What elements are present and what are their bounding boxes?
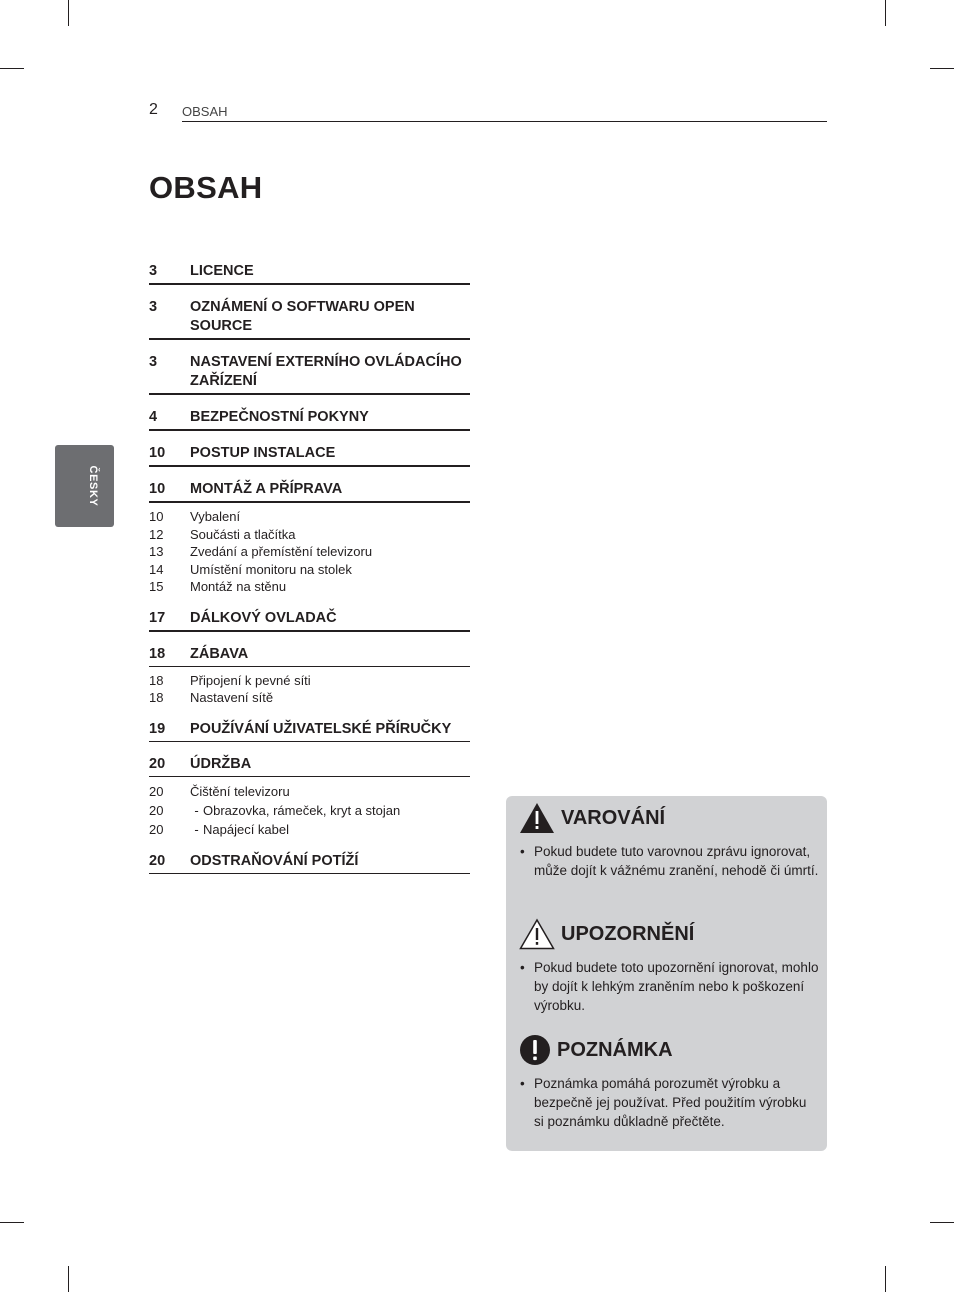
toc-section-heading[interactable] <box>149 852 470 874</box>
header-rule <box>182 121 827 122</box>
crop-mark <box>68 0 69 26</box>
bullet: • <box>520 844 525 859</box>
toc-section-heading[interactable] <box>149 609 470 632</box>
table-of-contents <box>149 262 470 887</box>
toc-subsection[interactable] <box>149 801 470 820</box>
page-title: OBSAH <box>149 170 263 205</box>
toc-section-title: ODSTRAŇOVÁNÍ POTÍŽÍ <box>190 852 359 869</box>
toc-page-number: 18 <box>149 645 166 662</box>
toc-section-title: ZÁBAVA <box>190 645 249 662</box>
toc-subsection-page: 12 <box>149 526 164 542</box>
toc-page-number: 3 <box>149 263 158 279</box>
toc-section-title: ÚDRŽBA <box>190 755 252 772</box>
bullet: • <box>520 960 525 975</box>
crop-mark <box>68 1266 69 1292</box>
crop-mark <box>885 1266 886 1292</box>
toc-subsection-page: 20 <box>149 821 164 837</box>
toc-section <box>149 444 470 467</box>
toc-subsection-page: 14 <box>149 561 164 577</box>
toc-subsection-dash: - <box>194 821 199 837</box>
note-block <box>519 1032 819 1131</box>
toc-section-title: OZNÁMENÍ O SOFTWARU OPEN SOURCE <box>190 299 415 334</box>
toc-section <box>149 408 470 431</box>
toc-subsection[interactable] <box>149 578 470 596</box>
toc-section <box>149 262 470 285</box>
toc-page-number: 17 <box>149 609 166 626</box>
crop-mark <box>885 0 886 26</box>
toc-section <box>149 755 470 839</box>
toc-subsection-list <box>149 667 470 707</box>
toc-page-number: 10 <box>149 445 166 461</box>
crop-mark <box>930 1222 954 1223</box>
toc-section <box>149 609 470 632</box>
language-tab-label: ČESKY <box>87 465 99 507</box>
crop-mark <box>0 68 24 69</box>
toc-section-title: NASTAVENÍ EXTERNÍHO OVLÁDACÍHO ZAŘÍZENÍ <box>190 354 462 389</box>
toc-subsection[interactable] <box>149 672 470 690</box>
crop-mark <box>0 1222 24 1223</box>
toc-subsection[interactable] <box>149 561 470 579</box>
toc-subsection-page: 15 <box>149 579 164 594</box>
toc-section-heading[interactable] <box>149 755 470 777</box>
toc-section-heading[interactable] <box>149 408 470 431</box>
toc-section-title: MONTÁŽ A PŘÍPRAVA <box>190 481 343 497</box>
toc-subsection-title: Čištění televizoru <box>190 783 290 799</box>
warning-icon <box>519 802 555 834</box>
toc-section-title: DÁLKOVÝ OVLADAČ <box>190 609 337 626</box>
toc-subsection-list <box>149 777 470 839</box>
toc-subsection-title: Připojení k pevné síti <box>190 672 311 688</box>
toc-subsection-title: Montáž na stěnu <box>190 579 287 594</box>
warning-header <box>519 800 819 836</box>
toc-subsection-page: 10 <box>149 509 164 524</box>
toc-subsection-dash: - <box>194 802 199 818</box>
toc-page-number: 20 <box>149 755 166 772</box>
toc-subsection-title: Součásti a tlačítka <box>190 526 296 542</box>
toc-section-heading[interactable] <box>149 645 470 667</box>
toc-section <box>149 720 470 742</box>
toc-subsection-title: Vybalení <box>190 509 241 524</box>
toc-page-number: 20 <box>149 852 166 869</box>
toc-subsection[interactable] <box>149 526 470 544</box>
toc-subsection-list <box>149 503 470 596</box>
notice-box <box>506 796 827 1151</box>
toc-subsection-page: 20 <box>149 802 164 818</box>
page-number: 2 <box>149 101 158 118</box>
note-header <box>519 1032 819 1068</box>
toc-subsection-title: Umístění monitoru na stolek <box>190 561 352 577</box>
toc-section <box>149 480 470 596</box>
bullet: • <box>520 1076 525 1091</box>
toc-subsection-page: 13 <box>149 544 164 559</box>
toc-section-title: POUŽÍVÁNÍ UŽIVATELSKÉ PŘÍRUČKY <box>190 720 452 737</box>
toc-subsection[interactable] <box>149 782 470 801</box>
warning-block <box>519 800 819 880</box>
toc-section-heading[interactable] <box>149 720 470 742</box>
warning-title: VAROVÁNÍ <box>561 806 666 829</box>
caution-title: UPOZORNĚNÍ <box>561 922 695 945</box>
caution-icon <box>519 918 555 950</box>
toc-subsection[interactable] <box>149 543 470 561</box>
toc-section-title: BEZPEČNOSTNÍ POKYNY <box>190 409 369 425</box>
toc-subsection-title: Nastavení sítě <box>190 690 274 705</box>
caution-header <box>519 916 819 952</box>
language-tab <box>55 445 114 527</box>
note-item <box>519 1074 819 1131</box>
toc-page-number: 19 <box>149 720 166 737</box>
toc-subsection[interactable] <box>149 689 470 707</box>
toc-subsection-title: Napájecí kabel <box>203 821 289 837</box>
toc-subsection[interactable] <box>149 820 470 839</box>
note-title: POZNÁMKA <box>557 1038 673 1061</box>
toc-section-heading[interactable] <box>149 298 470 340</box>
toc-section <box>149 645 470 707</box>
page-header <box>149 99 827 122</box>
toc-subsection-page: 20 <box>149 783 164 799</box>
crop-mark <box>930 68 954 69</box>
toc-section-heading[interactable] <box>149 262 470 285</box>
warning-item <box>519 842 819 880</box>
toc-subsection-title: Obrazovka, rámeček, kryt a stojan <box>203 802 401 818</box>
note-text: Poznámka pomáhá porozumět výrobku a bezpečně jej používat. Před použitím výrobku si poznámku důkladně přečtěte. <box>534 1076 807 1129</box>
toc-subsection-page: 18 <box>149 690 164 705</box>
toc-subsection-title: Zvedání a přemístění televizoru <box>190 544 373 559</box>
header-title: OBSAH <box>182 104 228 119</box>
toc-section-heading[interactable] <box>149 480 470 503</box>
toc-section <box>149 852 470 874</box>
toc-section-title: LICENCE <box>190 263 254 279</box>
toc-section-heading[interactable] <box>149 353 470 395</box>
toc-section-title: POSTUP INSTALACE <box>190 445 336 461</box>
caution-item <box>519 958 819 1015</box>
toc-page-number: 3 <box>149 354 158 370</box>
toc-page-number: 10 <box>149 481 166 497</box>
caution-block <box>519 916 819 1015</box>
toc-subsection-page: 18 <box>149 672 164 688</box>
toc-page-number: 4 <box>149 409 158 425</box>
caution-text: Pokud budete toto upozornění ignorovat, mohlo by dojít k lehkým zraněním nebo k poškození výrobku. <box>534 960 819 1013</box>
toc-subsection[interactable] <box>149 508 470 526</box>
toc-section-heading[interactable] <box>149 444 470 467</box>
toc-section <box>149 353 470 395</box>
warning-text: Pokud budete tuto varovnou zprávu ignorovat, může dojít k vážnému zranění, nehodě či úmrtí. <box>534 844 819 878</box>
toc-page-number: 3 <box>149 299 158 315</box>
note-icon <box>519 1034 551 1066</box>
toc-section <box>149 298 470 340</box>
